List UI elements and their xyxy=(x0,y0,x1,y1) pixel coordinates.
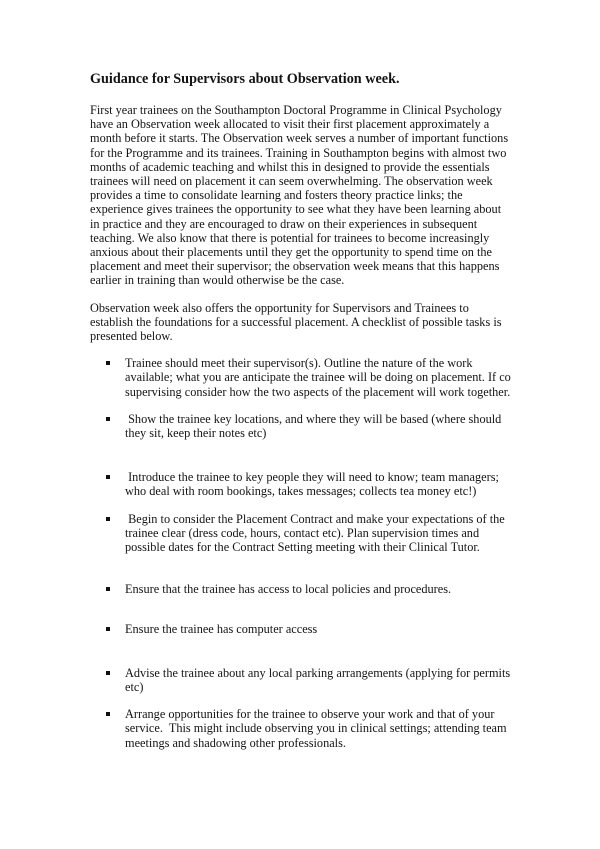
bullet-icon xyxy=(90,356,125,399)
checklist xyxy=(90,356,513,749)
list-item-text: Show the trainee key locations, and where they will be based (where should they sit, keep their notes etc) xyxy=(125,411,505,441)
list-item-text: Introduce the trainee to key people they will need to know; team managers; who deal with room bookings, takes messages; collects tea money etc!) xyxy=(125,470,502,499)
bullet-icon xyxy=(90,512,125,555)
bullet-icon xyxy=(90,412,125,440)
list-item-local-policies xyxy=(90,582,513,596)
list-item-observe-work xyxy=(90,707,513,750)
list-item-parking xyxy=(90,666,513,694)
document-title: Guidance for Supervisors about Observation week. xyxy=(90,71,400,87)
list-item-text: Ensure the trainee has computer access xyxy=(125,622,318,637)
list-item-text: Trainee should meet their supervisor(s). Outline the nature of the work available; what you are anticipate the trainee will be doing on placement. If co supervising consider how the two aspects of the placement will work together. xyxy=(125,356,514,399)
bullet-icon xyxy=(90,622,125,636)
list-item-computer-access xyxy=(90,622,513,636)
bullet-icon xyxy=(90,470,125,498)
list-item-placement-contract xyxy=(90,512,513,555)
paragraph-intro: First year trainees on the Southampton Doctoral Programme in Clinical Psychology have an Observation week allocated to visit their first placement approximately a month before it starts. The Observation week serves a number of important functions for the Programme and its trainees. Training in Southampton begins with almost two months of academic teaching and whilst this in designed to provide the essentials trainees will need on placement it can seem overwhelming. The observation week provides a time to consolidate learning and fosters theory practice links; the experience gives trainees the opportunity to see what they have been learning about in practice and they are encouraged to draw on their experiences in subsequent teaching. We also know that there is potential for trainees to become increasingly anxious about their placements until they get the opportunity to spend time on the placement and meet their supervisor; the observation week means that this happens earlier in training than would otherwise be the case. xyxy=(90,103,512,288)
list-item-meet-supervisor xyxy=(90,356,513,399)
bullet-icon xyxy=(90,582,125,596)
bullet-icon xyxy=(90,666,125,694)
list-item-text: Advise the trainee about any local parking arrangements (applying for permits etc) xyxy=(125,665,514,694)
bullet-icon xyxy=(90,707,125,750)
paragraph-checklist-intro: Observation week also offers the opportunity for Supervisors and Trainees to establish the foundations for a successful placement. A checklist of possible tasks is presented below. xyxy=(90,300,505,344)
list-item-text: Arrange opportunities for the trainee to observe your work and that of your service. This might include observing you in clinical settings; attending team meetings and shadowing other professionals. xyxy=(125,707,510,750)
list-item-key-people xyxy=(90,470,513,498)
list-item-text: Ensure that the trainee has access to local policies and procedures. xyxy=(125,582,452,597)
list-item-key-locations xyxy=(90,412,513,440)
list-item-text: Begin to consider the Placement Contract and make your expectations of the trainee clear (dress code, hours, contact etc). Plan supervision times and possible dates for the Contract Setting meeting with their Clinical Tutor. xyxy=(125,511,508,555)
